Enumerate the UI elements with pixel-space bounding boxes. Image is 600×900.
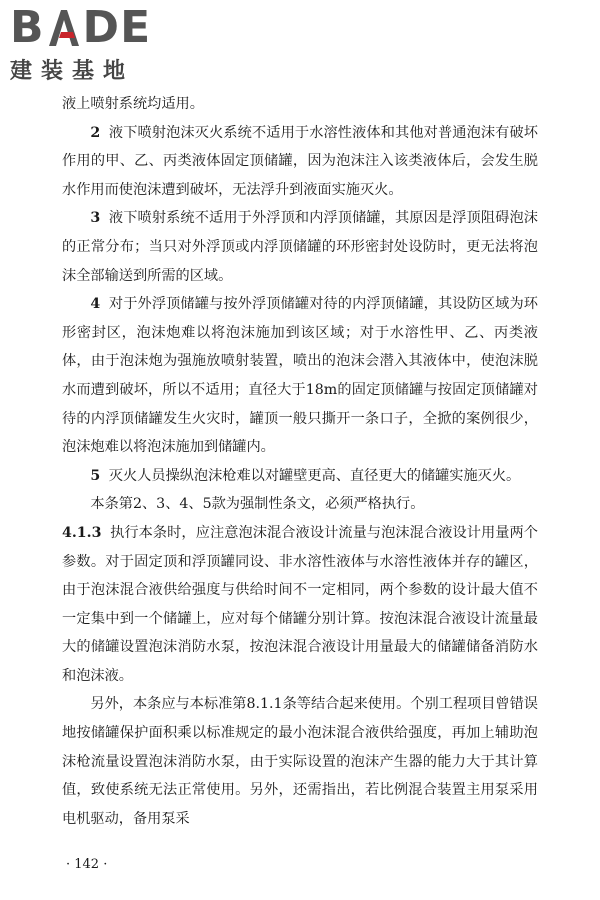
clause-text: 执行本条时，应注意泡沫混合液设计流量与泡沫混合液设计用量两个参数。对于固定顶和浮顶罐同设、非水溶性液体与水溶性液体并存的罐区，由于泡沫混合液供给强度与供给时间不一定相同，两个参数的设计最大值不一定集中到一个储罐上，应对每个储罐分别计算。按泡沫混合液设计流量最大的储罐设置泡沫消防水泵，按泡沫混合液设计用量最大的储罐储备消防水和泡沫液。 [62,524,538,684]
logo-letter-b: B [10,2,45,53]
item-text: 液下喷射泡沫灭火系统不适用于水溶性液体和其他对普通泡沫有破坏作用的甲、乙、丙类液体固定顶储罐，因为泡沫注入该类液体后，会发生脱水作用而使泡沫遭到破坏，无法浮升到液面实施灭火。 [62,124,538,198]
list-item-3 [62,204,538,290]
item-number: 2 [90,124,101,141]
list-item-5 [62,462,538,491]
closing-paragraph: 另外，本条应与本标准第8.1.1条等结合起来使用。个别工程项目曾错误地按储罐保护面积乘以标准规定的最小泡沫混合液供给强度，再加上辅助泡沫枪流量设置泡沫消防水泵，由于实际设置的泡沫产生器的能力大于其计算值，致使系统无法正常使用。另外，还需指出，若比例混合装置主用泵采用电机驱动，备用泵采 [62,696,538,827]
logo-a-mark-icon [47,8,81,48]
logo-chinese-name: 建装基地 [10,59,135,84]
page-number: · 142 · [66,857,108,872]
item-text: 对于外浮顶储罐与按外浮顶储罐对待的内浮顶储罐，其设防区域为环形密封区，泡沫炮难以将泡沫施加到该区域；对于水溶性甲、乙、丙类液体，由于泡沫炮为强施放喷射装置，喷出的泡沫会潜入其液体中，使泡沫脱水而遭到破坏，所以不适用；直径大于18m的固定顶储罐与按固定顶储罐对待的内浮顶储罐发生火灾时，罐顶一般只撕开一条口子，全掀的案例很少，泡沫炮难以将泡沫施加到储罐内。 [62,296,538,456]
list-item-2 [62,119,538,205]
paragraph-continuation: 液上喷射系统均适用。 [62,96,204,112]
item-number: 4 [90,296,101,313]
clause-number: 4.1.3 [62,524,102,541]
list-item-4 [62,290,538,462]
document-body [62,90,538,833]
item-text: 液下喷射系统不适用于外浮顶和内浮顶储罐，其原因是浮顶阻碍泡沫的正常分布；当只对外浮顶或内浮顶储罐的环形密封处设防时，更无法将泡沫全部输送到所需的区域。 [62,210,538,284]
brand-logo [10,4,200,85]
logo-letters-de: DE [82,2,152,53]
item-text: 灭火人员操纵泡沫枪难以对罐壁更高、直径更大的储罐实施灭火。 [108,467,521,484]
mandatory-note: 本条第2、3、4、5款为强制性条文，必须严格执行。 [90,496,425,513]
item-number: 5 [90,467,101,484]
clause-4-1-3 [62,519,538,691]
item-number: 3 [90,210,101,227]
logo-wordmark [10,4,200,52]
